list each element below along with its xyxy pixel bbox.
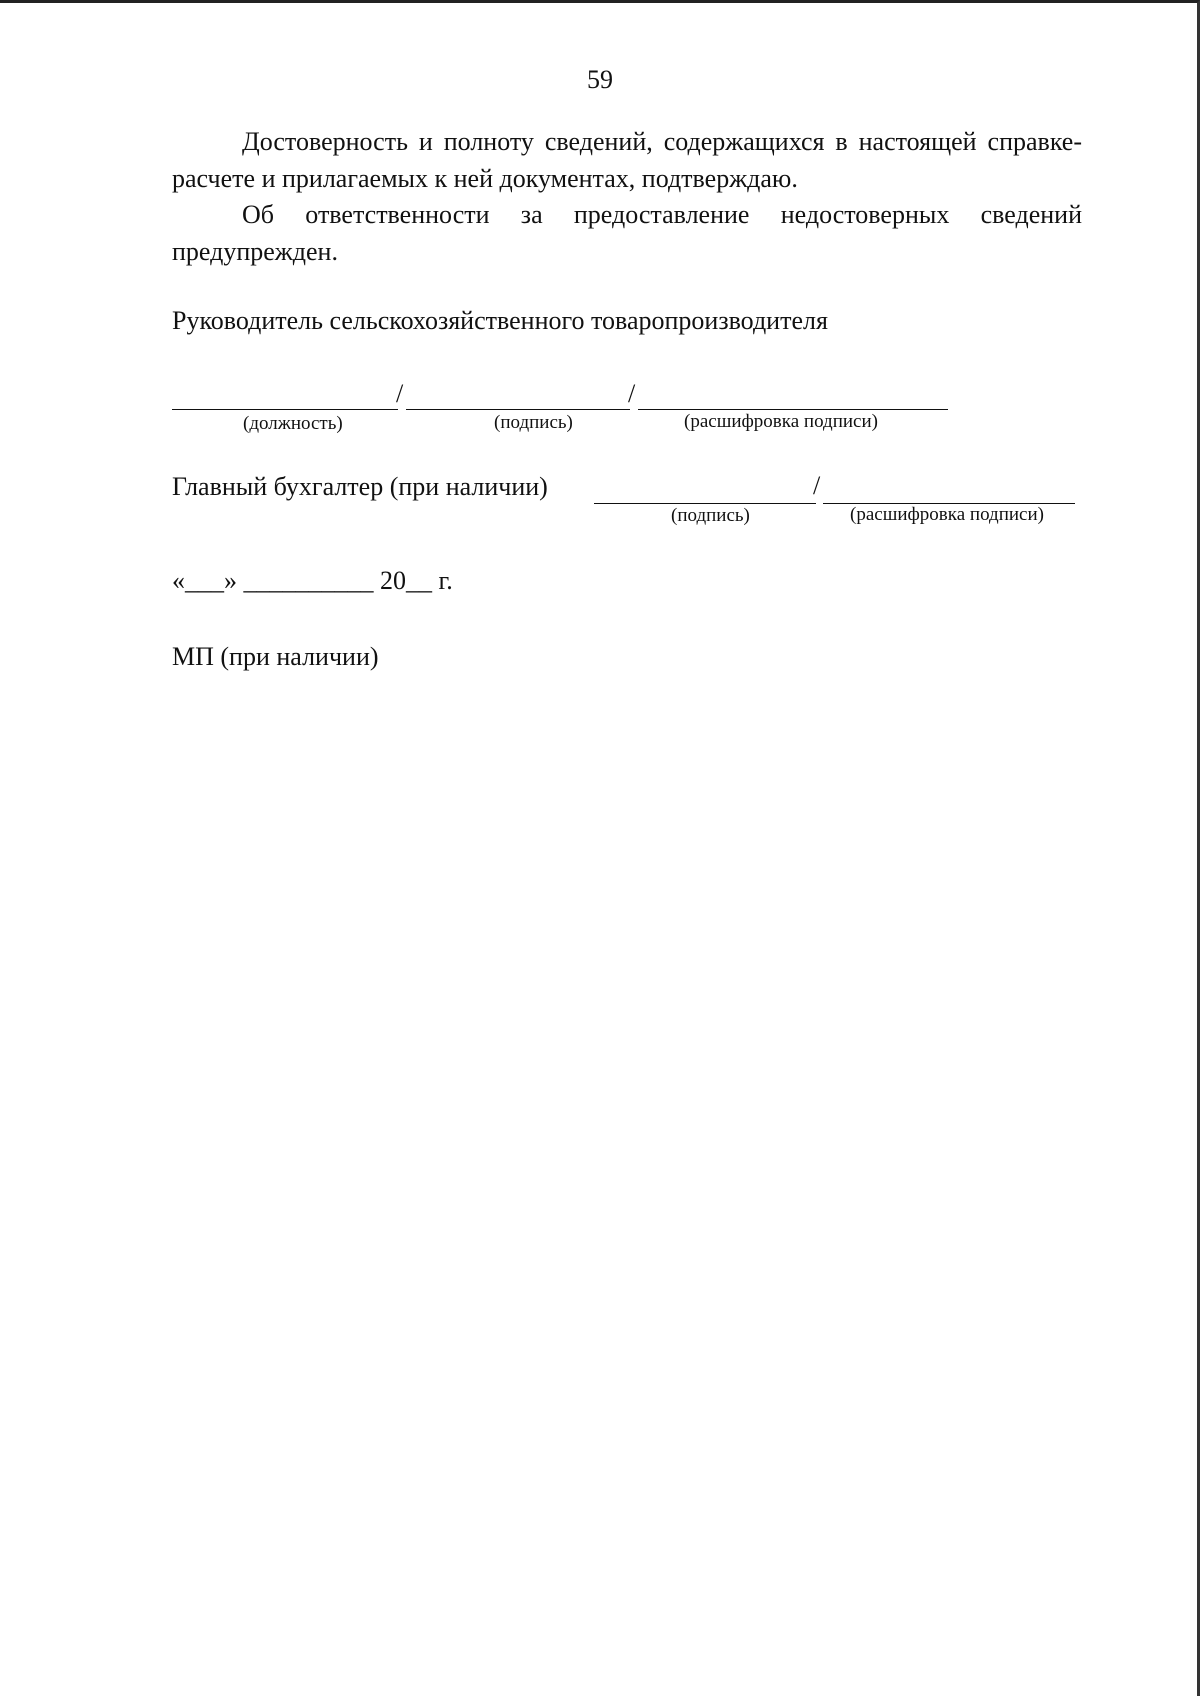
caption-signature: (подпись) — [494, 412, 573, 433]
head-title: Руководитель сельскохозяйственного товаропроизводителя — [172, 306, 828, 335]
accountant-caption-name: (расшифровка подписи) — [850, 504, 1044, 525]
stamp-label: МП (при наличии) — [172, 642, 379, 671]
caption-name: (расшифровка подписи) — [684, 411, 878, 432]
paragraph-responsibility: Об ответственности за предоставление недостоверных сведений предупрежден. — [172, 200, 1082, 266]
name-line — [638, 409, 948, 410]
date-line: «___» __________ 20__ г. — [172, 566, 453, 595]
accountant-label: Главный бухгалтер (при наличии) — [172, 472, 548, 501]
slash-separator: / — [396, 379, 404, 408]
caption-position: (должность) — [243, 413, 343, 434]
accountant-caption-signature: (подпись) — [671, 505, 750, 526]
accountant-signature-line — [594, 503, 816, 504]
page-number: 59 — [587, 65, 613, 94]
signature-line — [406, 409, 630, 410]
slash-separator: / — [628, 379, 636, 408]
position-line — [172, 409, 398, 410]
slash-separator: / — [813, 471, 821, 500]
paragraph-confirmation: Достоверность и полноту сведений, содержащихся в настоящей справке-расчете и прилагаемых к ней документах, подтверждаю. — [172, 127, 1082, 193]
